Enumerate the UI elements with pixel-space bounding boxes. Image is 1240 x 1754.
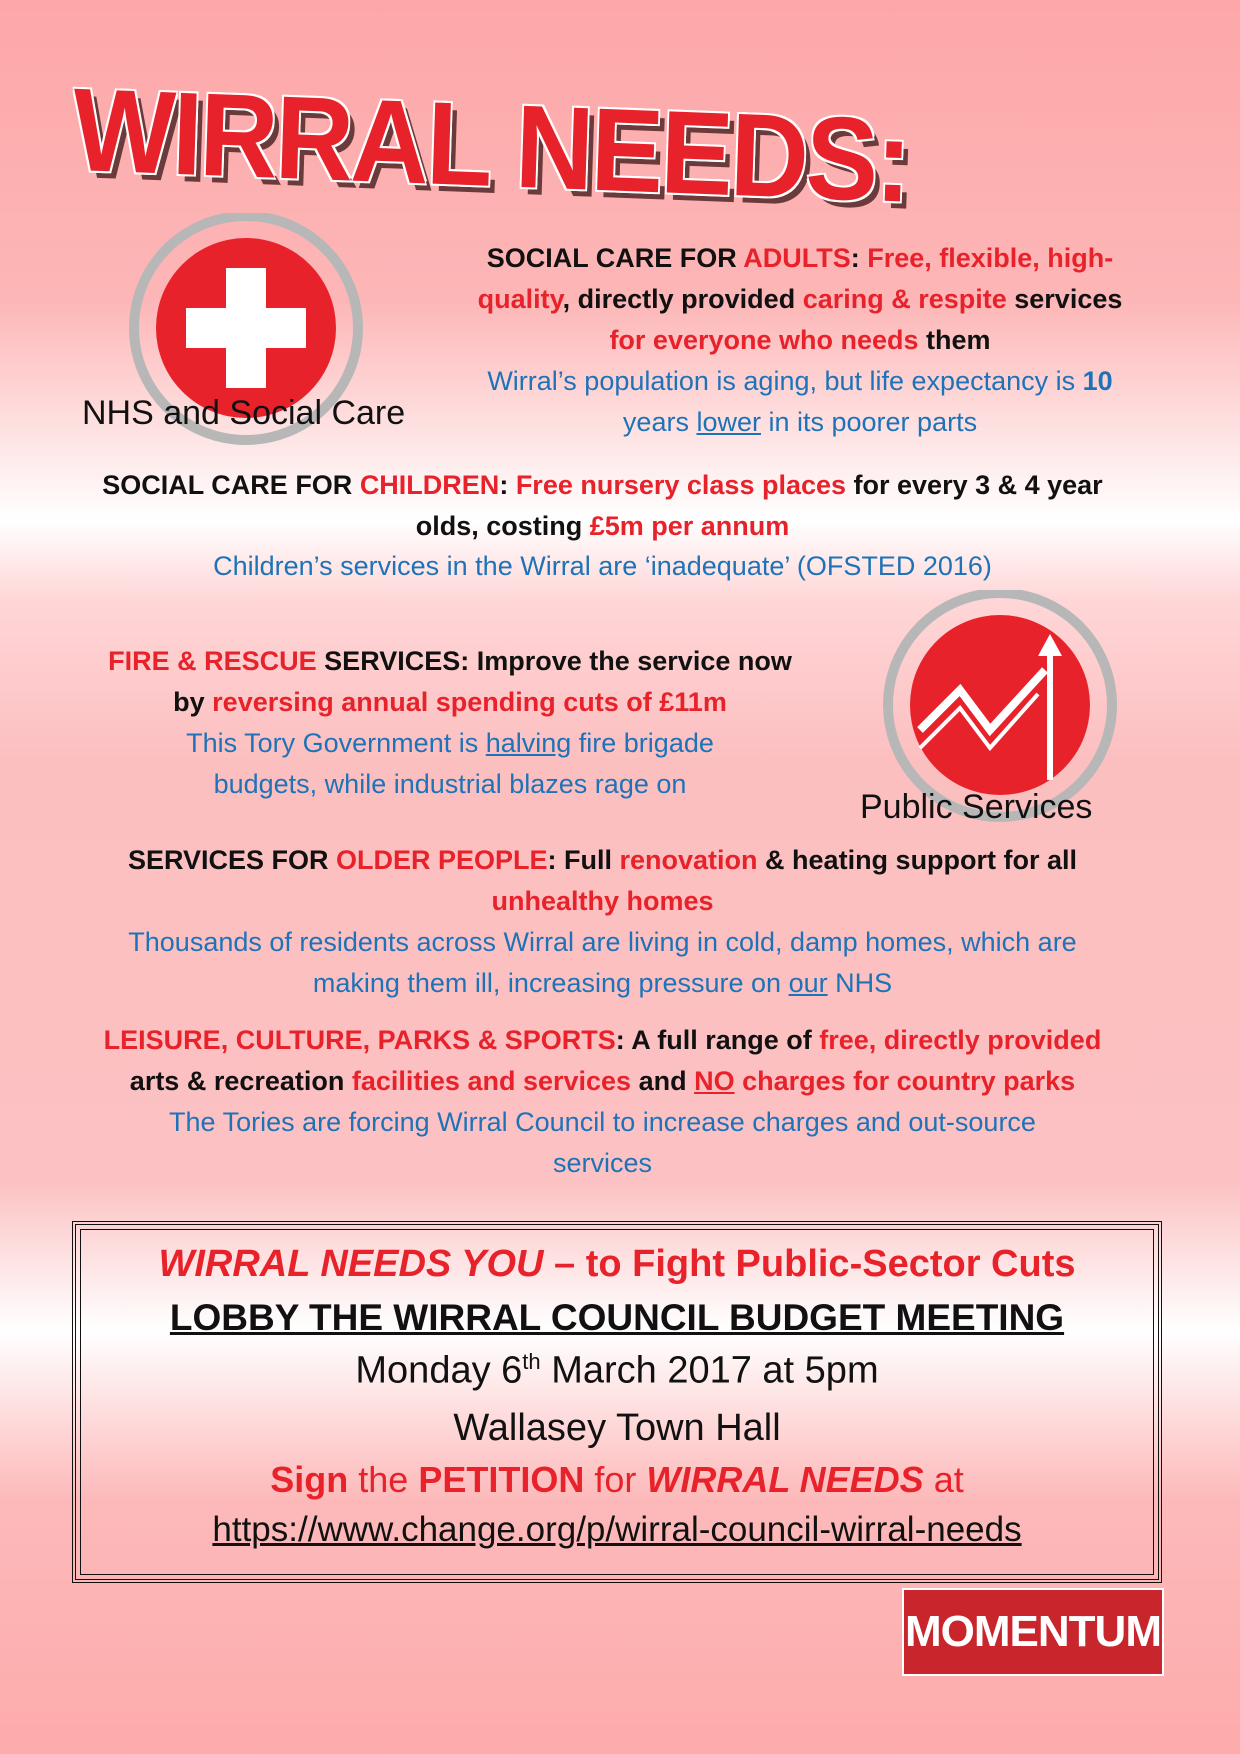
adults-line-1: SOCIAL CARE FOR ADULTS: Free, flexible, high- [486,243,1114,273]
nhs-icon-label: NHS and Social Care [82,394,406,432]
older-line-1: SERVICES FOR OLDER PEOPLE: Full renovation & heating support for all [127,845,1078,875]
callout-lobby: LOBBY THE WIRRAL COUNCIL BUDGET MEETING [169,1297,1065,1338]
adults-line-3: for everyone who needs them [609,325,991,355]
callout-date: Monday 6th March 2017 at 5pm [355,1349,879,1392]
page-title: WIRRAL NEEDS: [70,63,912,228]
older-line-2: unhealthy homes [491,886,714,916]
callout-petition: Sign the PETITION for WIRRAL NEEDS at [270,1459,964,1500]
leisure-fact-2: services [552,1148,653,1178]
public-services-icon-label: Public Services [860,788,1093,826]
petition-link[interactable]: https://www.change.org/p/wirral-council-wirral-needs [212,1510,1022,1549]
momentum-logo: MOMENTUM [902,1588,1164,1676]
leisure-line-1: LEISURE, CULTURE, PARKS & SPORTS: A full range of free, directly provided [103,1025,1102,1055]
leisure-fact-1: The Tories are forcing Wirral Council to increase charges and out-source [169,1107,1036,1137]
children-line-1: SOCIAL CARE FOR CHILDREN: Free nursery class places for every 3 & 4 year [102,470,1103,500]
fire-fact-1: This Tory Government is halving fire brigade [186,728,714,758]
leisure-line-2: arts & recreation facilities and services and NO charges for country parks [129,1066,1076,1096]
fire-line-2: by reversing annual spending cuts of £11m [173,687,727,717]
adults-fact-1: Wirral’s population is aging, but life expectancy is 10 [487,366,1113,396]
children-fact: Children’s services in the Wirral are ‘inadequate’ (OFSTED 2016) [213,551,992,581]
callout-box [72,1221,1162,1583]
older-fact-1: Thousands of residents across Wirral are living in cold, damp homes, which are [128,927,1077,957]
adults-line-2: quality, directly provided caring & respite services [477,284,1123,314]
children-line-2: olds, costing £5m per annum [415,511,790,541]
fire-fact-2: budgets, while industrial blazes rage on [213,769,687,799]
adults-fact-2: years lower in its poorer parts [622,407,978,437]
older-fact-2: making them ill, increasing pressure on our NHS [312,968,893,998]
callout-headline: WIRRAL NEEDS YOU – to Fight Public-Sector Cuts [158,1243,1076,1285]
callout-venue: Wallasey Town Hall [453,1407,781,1449]
fire-line-1: FIRE & RESCUE SERVICES: Improve the service now [108,646,792,676]
